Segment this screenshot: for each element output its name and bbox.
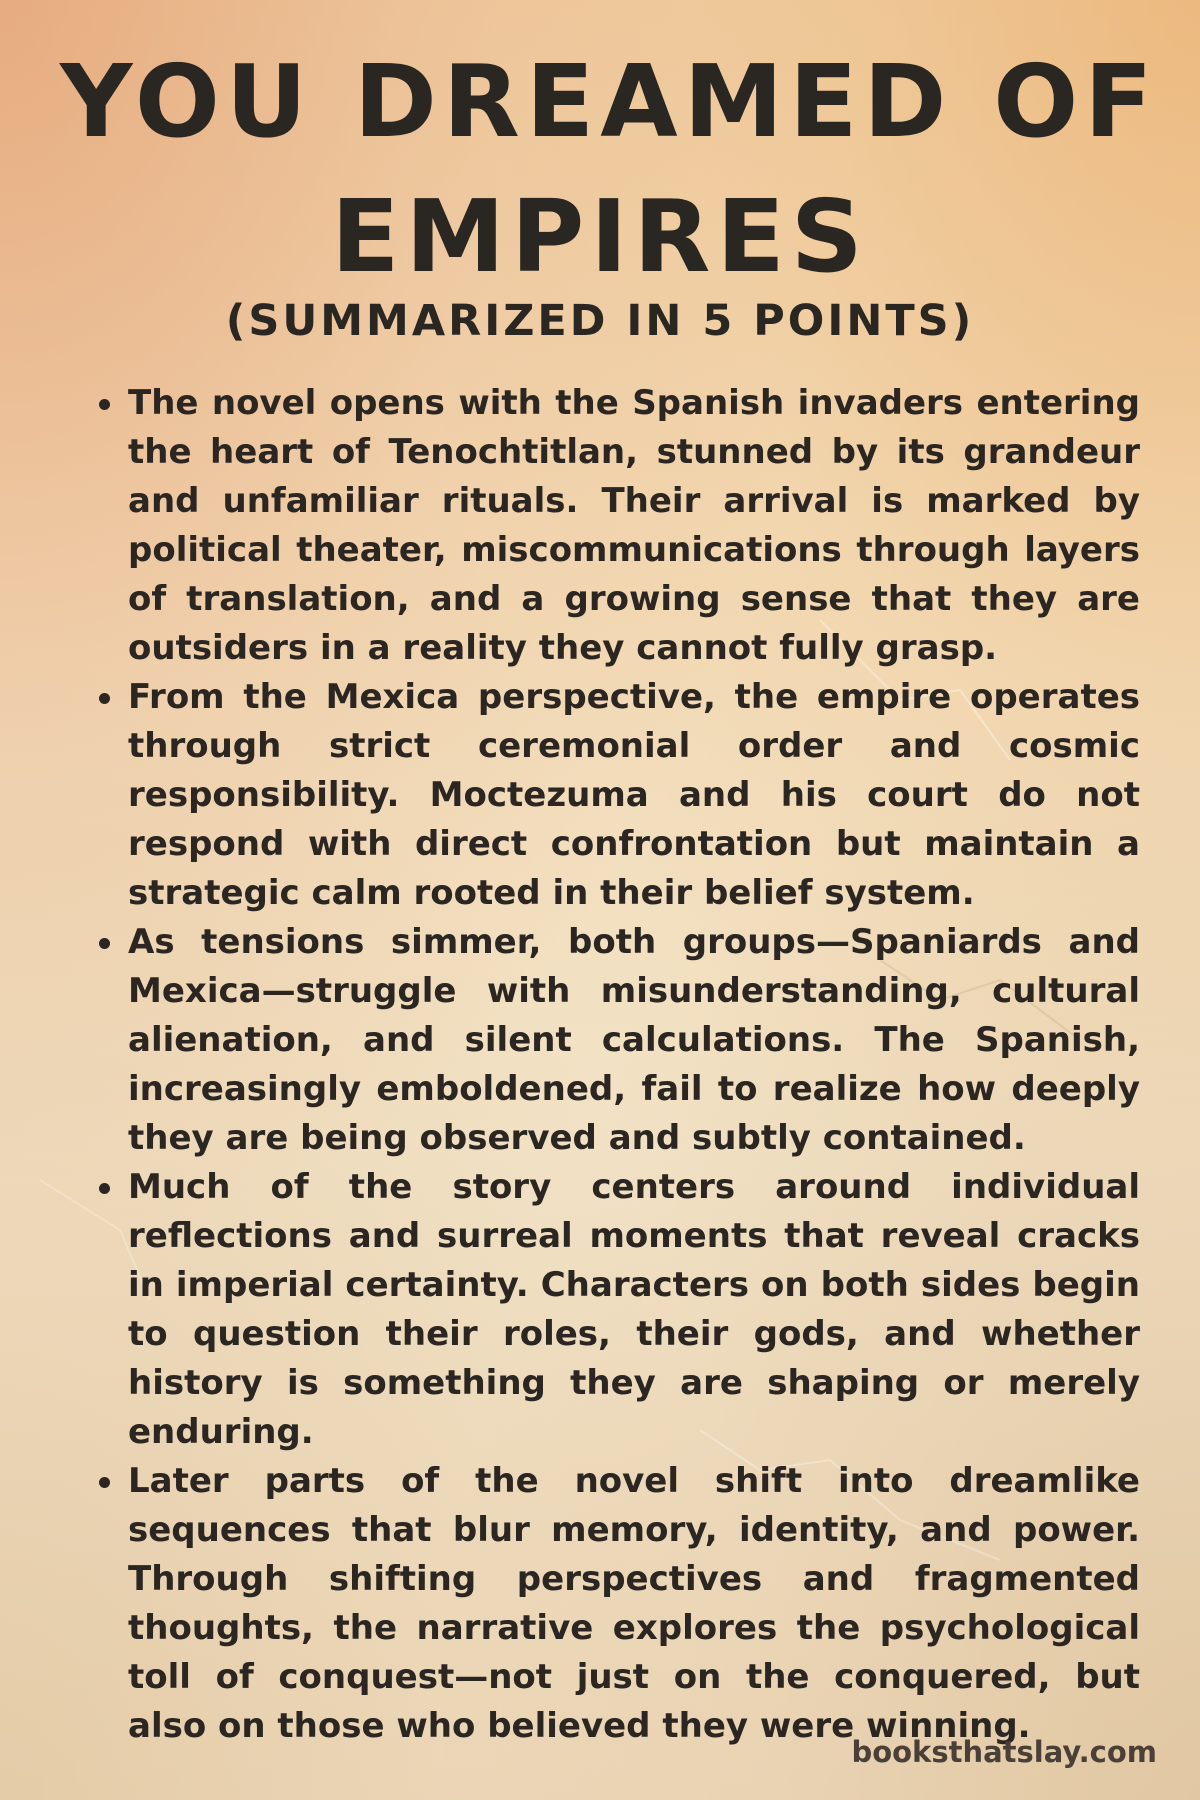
summary-point-text: As tensions simmer, both groups—Spaniards and Mexica—struggle with misunderstanding, cultural alienation, and silent calculations. The Spanish, increasingly emboldened, fail to realize how deeply they are being observed and subtly contained. (128, 922, 1140, 1158)
summary-point (128, 1457, 1140, 1751)
summary-point (128, 673, 1140, 918)
site-credit: booksthatslay.com (851, 1735, 1157, 1769)
summary-point (128, 918, 1140, 1163)
summary-point-text: Later parts of the novel shift into dreamlike sequences that blur memory, identity, and power. Through shifting perspectives and fragmented thoughts, the narrative explores the psychological toll of conquest—not just on the conquered, but also on those who believed they were winning. (128, 1461, 1140, 1746)
bullet-icon (99, 938, 110, 949)
summary-point-text: Much of the story centers around individual reflections and surreal moments that reveal cracks in imperial certainty. Characters on both sides begin to question their roles, their gods, and whether history is something they are shaping or merely enduring. (128, 1167, 1140, 1452)
summary-point (128, 1163, 1140, 1457)
bullet-icon (99, 399, 110, 410)
summary-point-text: The novel opens with the Spanish invaders entering the heart of Tenochtitlan, stunned by its grandeur and unfamiliar rituals. Their arrival is marked by political theater, miscommunications through layers of translation, and a growing sense that they are outsiders in a reality they cannot fully grasp. (128, 383, 1140, 668)
summary-points-list (128, 379, 1140, 1751)
summary-point (128, 379, 1140, 673)
subtitle: (SUMMARIZED IN 5 POINTS) (225, 296, 975, 346)
bullet-icon (99, 693, 110, 704)
title-line-2: EMPIRES (331, 178, 869, 295)
title-line-1: YOU DREAMED OF (60, 43, 1159, 160)
bullet-icon (99, 1183, 110, 1194)
bullet-icon (99, 1477, 110, 1488)
summary-point-text: From the Mexica perspective, the empire operates through strict ceremonial order and cosmic responsibility. Moctezuma and his court do not respond with direct confrontation but maintain a strategic calm rooted in their belief system. (128, 677, 1140, 913)
